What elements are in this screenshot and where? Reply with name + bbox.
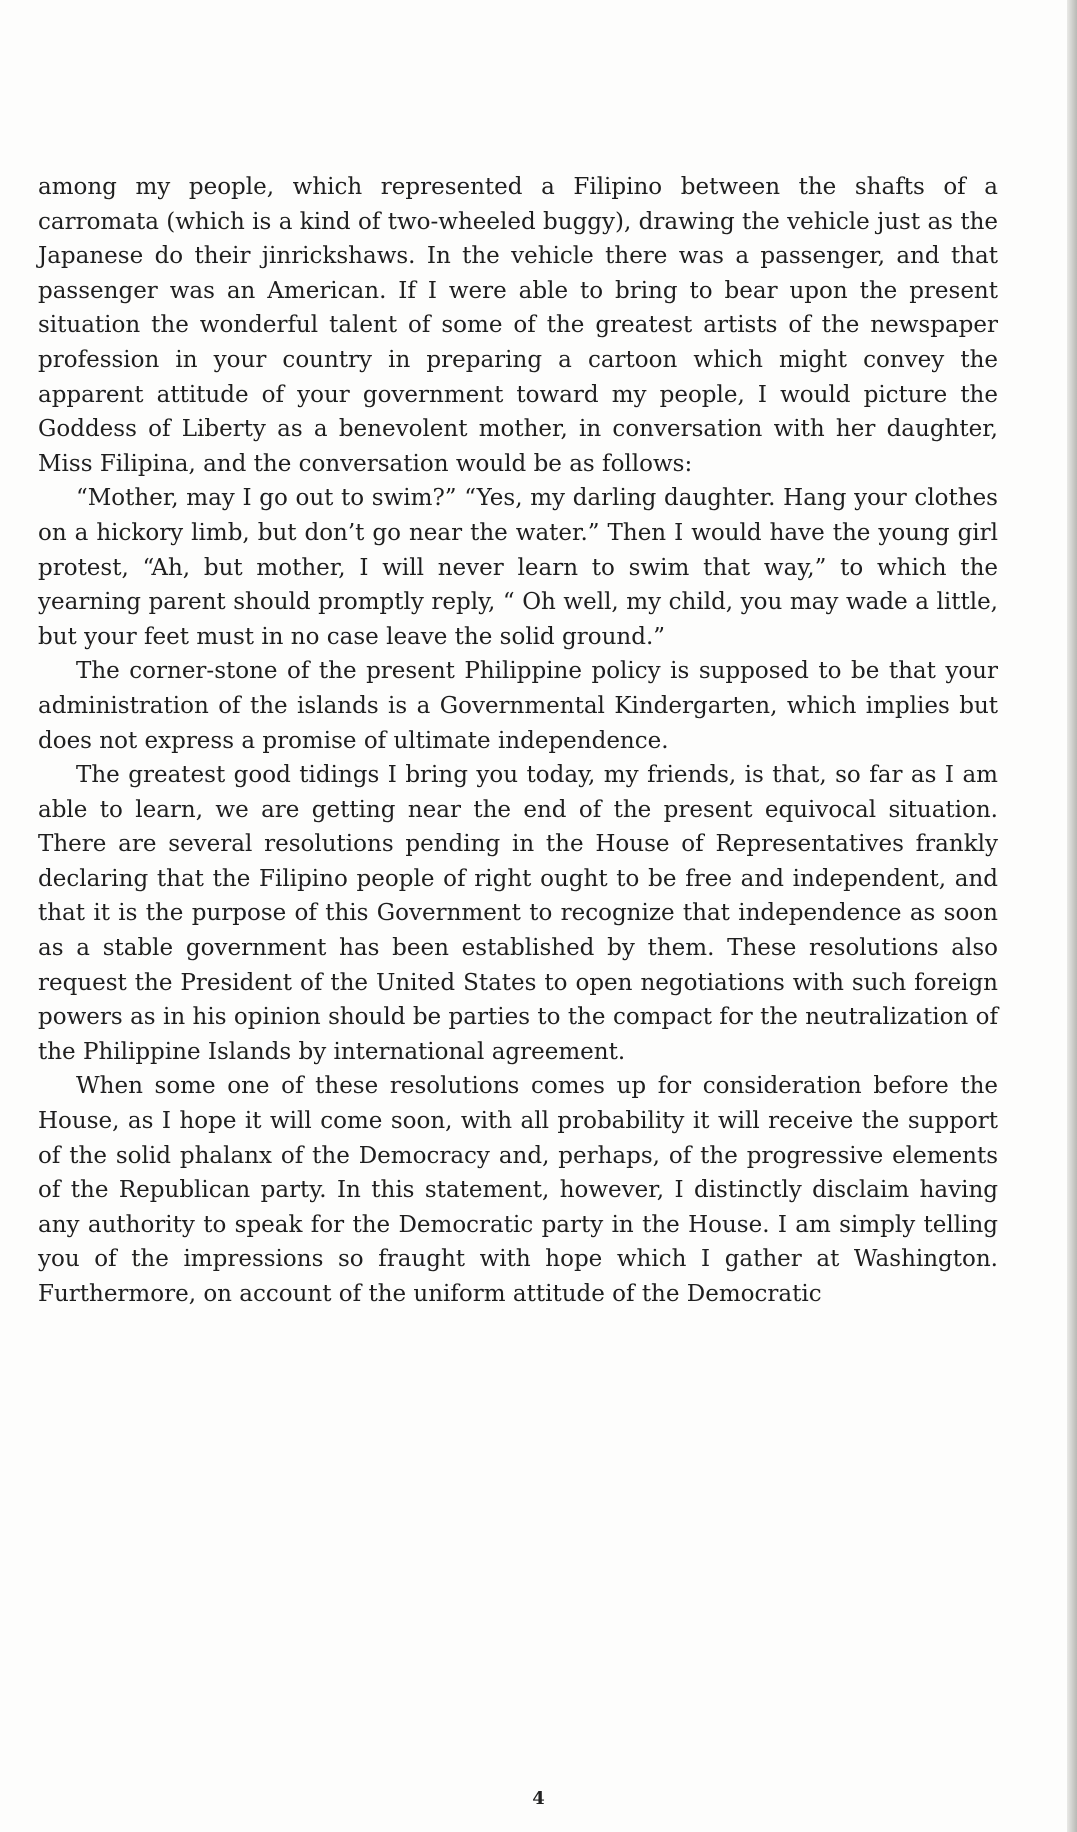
paragraph-mother-swim: “Mother, may I go out to swim?” “Yes, my darling daughter. Hang your clothes on a hickory limb, but don’t go near the water.” Then I would have the young girl protest, “Ah, but mother, I will never learn to swim that way,” to which the yearning parent should promptly reply, “ Oh well, my child, you may wade a little, but your feet must in no case leave the solid ground.” — [38, 485, 998, 650]
paragraph-carromata: among my people, which represented a Filipino between the shafts of a carromata (which is a kind of two-wheeled buggy), drawing the vehicle just as the Japanese do their jinrickshaws. In the vehicle there was a passenger, and that passenger was an American. If I were able to bring to bear upon the present situation the wonderful talent of some of the greatest artists of the newspaper profession in your country in preparing a cartoon which might convey the apparent attitude of your government toward my people, I would picture the Goddess of Liberty as a benevolent mother, in conversation with her daughter, Miss Filipina, and the conversation would be as follows: — [38, 174, 998, 477]
paragraph-resolutions: When some one of these resolutions comes up for consideration before the House, as I hope it will come soon, with all probability it will receive the support of the solid phalanx of the Democracy and, perhaps, of the progressive elements of the Republican party. In this statement, however, I distinctly disclaim having any authority to speak for the Democratic party in the House. I am simply telling you of the impressions so fraught with hope which I gather at Washington. Furthermore, on account of the uniform attitude of the Democratic — [38, 1073, 998, 1307]
paragraph-corner-stone: The corner-stone of the present Philippine policy is supposed to be that your administration of the islands is a Governmental Kindergarten, which implies but does not express a promise of ultimate independence. — [38, 658, 998, 754]
page-edge-shadow — [1067, 0, 1077, 1832]
paragraph-good-tidings: The greatest good tidings I bring you today, my friends, is that, so far as I am able to learn, we are getting near the end of the present equivocal situation. There are several resolutions pending in the House of Representatives frankly declaring that the Filipino people of right ought to be free and independent, and that it is the purpose of this Government to recognize that independence as soon as a stable government has been established by them. These resolutions also request the President of the United States to open negotiations with such foreign powers as in his opinion should be parties to the compact for the neutralization of the Philippine Islands by international agreement. — [38, 762, 998, 1065]
body-text — [38, 170, 998, 1312]
page-number: 4 — [532, 1788, 545, 1809]
